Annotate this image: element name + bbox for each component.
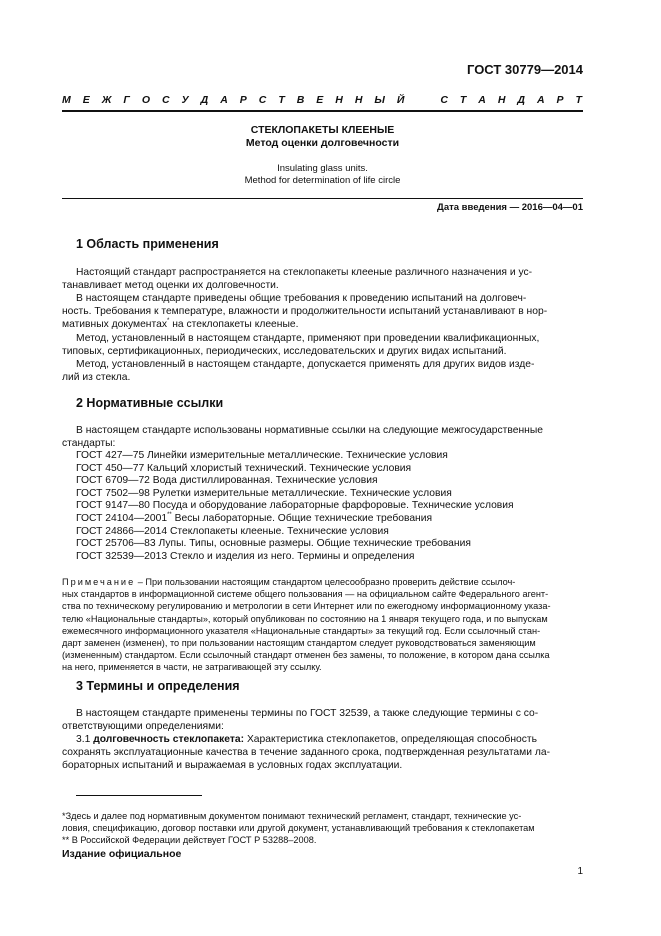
reference-item (76, 526, 389, 539)
gost-number: ГОСТ 30779—2014 (467, 62, 583, 77)
banner-letter: Й (396, 94, 405, 106)
text-line: Метод, установленный в настоящем стандарте, применяют при проведении квалификационных, (76, 333, 540, 344)
text-line: на него, применяется в части, не затрагивающей эту ссылку. (62, 662, 322, 673)
text-line: В настоящем стандарте применены термины по ГОСТ 32539, а также следующие термины с со- (76, 708, 539, 719)
reference-text: ГОСТ 24866—2014 Стеклопакеты клееные. Технические условия (76, 525, 389, 537)
banner-letter: У (181, 94, 189, 106)
banner-letter: М (62, 94, 71, 106)
reference-text: ГОСТ 25706—83 Лупы. Типы, основные размеры. Общие технические требования (76, 538, 471, 550)
date-of-introduction: Дата введения — 2016—04—01 (437, 202, 583, 213)
banner-letter: Н (354, 94, 363, 106)
reference-text: ГОСТ 427—75 Линейки измерительные металлические. Технические условия (76, 450, 448, 461)
text-line: ность. Требования к температуре, влажности и продолжительности испытаний устанавливают в нор- (62, 306, 548, 318)
banner-letter: Г (123, 94, 130, 106)
text-line: танавливает метод оценки их долговечности. (62, 280, 279, 292)
reference-item (76, 488, 452, 501)
banner-letter: Т (575, 94, 582, 106)
banner-letter: В (296, 94, 305, 106)
text-line: ловия, спецификацию, договор поставки или другой документ, устанавливающий требования к стеклопакетам (62, 823, 535, 833)
banner-letter: Т (459, 94, 467, 106)
text-line: ства по техническому регулированию и метрологии в сети Интернет или по ежегодному информационному указа- (62, 601, 551, 612)
text-line: сохранять эксплуатационные качества в течение заданного срока, подтвержденная результатами ла- (62, 747, 551, 759)
banner-letter: Е (316, 94, 324, 106)
banner-letter: Д (200, 94, 209, 106)
text-line: лий из стекла. (62, 372, 131, 384)
banner-letter: Ы (374, 94, 385, 106)
title-english-1: Insulating glass units. (277, 163, 368, 174)
text-line: Характеристика стеклопакетов, определяющая способность (244, 734, 537, 745)
banner-letter: О (141, 94, 151, 106)
banner-letter: Р (239, 94, 247, 106)
banner-letter: Н (335, 94, 343, 106)
banner-letter: С (258, 94, 267, 106)
text-line: Метод, установленный в настоящем стандарте, допускается применять для других видов изде- (76, 359, 535, 370)
banner-letter: Д (517, 94, 525, 106)
banner-letter: С (161, 94, 170, 106)
banner-letter: С (440, 94, 448, 106)
banner-letter: А (536, 94, 545, 106)
text-line: ных стандартов в информационной системе общего пользования — на официальном сайте Федерального агент- (62, 589, 549, 600)
text-line: В настоящем стандарте приведены общие требования к проведению испытаний на долговеч- (76, 293, 527, 304)
footnote-2 (62, 834, 583, 846)
term-definition-3-1 (62, 733, 583, 773)
banner-letter: Р (556, 94, 564, 106)
footnote-marker: ** (167, 512, 172, 518)
banner-letter: Т (278, 94, 285, 106)
footnote-marker: * (166, 318, 170, 325)
note-label: Примечание (62, 577, 136, 587)
text-line: В настоящем стандарте использованы нормативные ссылки на следующие межгосударственные (76, 425, 543, 436)
text-line: на стеклопакеты клееные. (169, 319, 299, 331)
text-line: дарт заменен (изменен), то при пользовании настоящим стандартом следует руководствоваться заменяющим (62, 638, 536, 649)
reference-item (76, 551, 414, 564)
reference-item (76, 513, 432, 526)
section-3-heading: 3 Термины и определения (76, 679, 240, 693)
reference-text: ГОСТ 6709—72 Вода дистиллированная. Технические условия (76, 475, 378, 487)
text-line: типовых, сертификационных, периодических, исследовательских и других видах испытаний. (62, 346, 507, 358)
term-number: 3.1 (76, 734, 94, 745)
text-line: *Здесь и далее под нормативным документом понимают технический регламент, стандарт, технические ус- (62, 811, 522, 821)
reference-text: ГОСТ 7502—98 Рулетки измерительные металлические. Технические условия (76, 487, 452, 499)
official-edition-label: Издание официальное (62, 848, 182, 860)
section-2-intro (62, 424, 583, 450)
text-line: мативных документах (62, 319, 167, 331)
footnote-rule (76, 795, 202, 796)
reference-text: ГОСТ 32539—2013 Стекло и изделия из него. Термины и определения (76, 550, 415, 562)
text-line: бораторных испытаний и выражаемая в условных годах эксплуатации. (62, 760, 403, 772)
page-number: 1 (577, 866, 583, 877)
reference-text: ГОСТ 9147—80 Посуда и оборудование лабораторные фарфоровые. Технические условия (76, 500, 514, 512)
section-1-paragraph-1 (62, 266, 583, 292)
interstate-standard-banner (62, 94, 582, 106)
section-1-paragraph-3 (62, 332, 583, 358)
banner-letter: Е (82, 94, 90, 106)
reference-text: ГОСТ 24104—2001 (76, 513, 168, 524)
banner-letter: А (478, 94, 486, 106)
reference-item (76, 450, 448, 463)
banner-letter: Ж (101, 94, 112, 106)
text-line: стандарты: (62, 438, 116, 450)
banner-letter: А (220, 94, 228, 106)
reference-item (76, 538, 471, 551)
section-3-intro (62, 707, 583, 733)
reference-item (76, 475, 378, 488)
footnote-1 (62, 810, 583, 834)
note-body (62, 588, 583, 673)
text-line: Настоящий стандарт распространяется на стеклопакеты клееные различного назначения и ус- (76, 267, 533, 278)
term-name: долговечность стеклопакета: (93, 734, 245, 745)
text-line: (измененным) стандартом. Если ссылочный стандарт отменен без замены, то положение, в котором дана ссылка (62, 650, 550, 661)
section-2-note (62, 576, 583, 674)
banner-letter: Н (497, 94, 506, 106)
section-2-heading: 2 Нормативные ссылки (76, 396, 224, 410)
title-sub: Метод оценки долговечности (245, 137, 400, 149)
text-line: – При пользовании настоящим стандартом целесообразно проверить действие ссылоч- (135, 577, 516, 587)
text-line: телю «Национальные стандарты», который опубликован по состоянию на 1 января текущего года, и по выпускам (62, 613, 548, 624)
text-line: ежемесячного информационного указателя «Национальные стандарты» за текущий год. Если ссылочный стан- (62, 625, 541, 636)
section-1-paragraph-2 (62, 292, 583, 332)
section-1-paragraph-4 (62, 358, 583, 384)
title-rule (62, 198, 583, 199)
reference-text: Весы лабораторные. Общие технические требования (171, 513, 433, 524)
text-line: ответствующими определениями: (62, 721, 224, 733)
reference-item (76, 463, 411, 476)
section-1-heading: 1 Область применения (76, 237, 219, 251)
reference-item (76, 500, 514, 513)
header-rule (62, 110, 583, 112)
title-english-2: Method for determination of life circle (244, 175, 401, 186)
reference-text: ГОСТ 450—77 Кальций хлористый технический. Технические условия (76, 462, 412, 474)
text-line: ** В Российской Федерации действует ГОСТ Р 53288–2008. (62, 835, 317, 845)
title-main: СТЕКЛОПАКЕТЫ КЛЕЕНЫЕ (250, 124, 395, 136)
